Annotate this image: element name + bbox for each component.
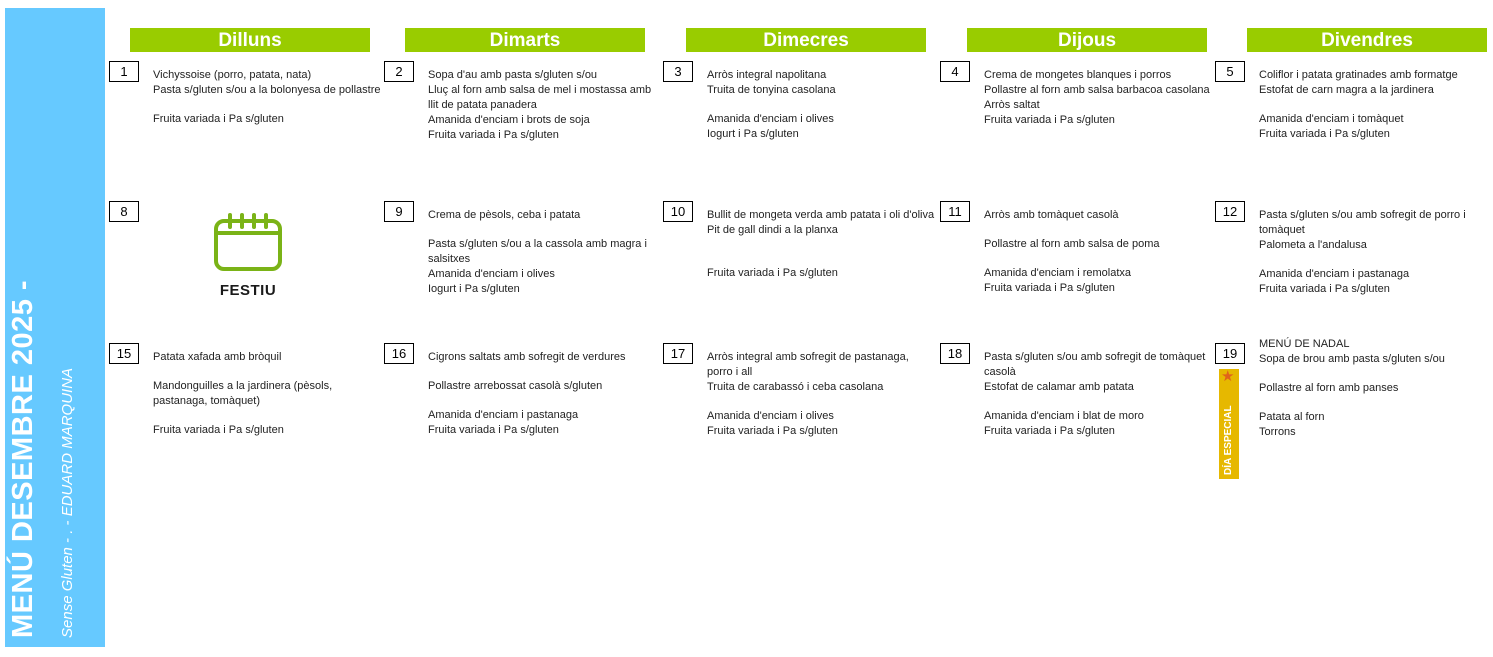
menu-item: Fruita variada i Pa s/gluten bbox=[707, 267, 838, 279]
menu-item: Fruita variada i Pa s/gluten bbox=[428, 129, 559, 141]
menu-item: Mandonguilles a la jardinera (pèsols, pastanaga, tomàquet) bbox=[153, 380, 336, 407]
star-icon: ★ bbox=[1221, 368, 1235, 385]
day-number: 8 bbox=[109, 201, 139, 222]
menu-item: Lluç al forn amb salsa de mel i mostassa amb llit de patata panadera bbox=[428, 84, 655, 111]
day-cell bbox=[663, 201, 933, 331]
menu-item: Arròs integral amb sofregit de pastanaga, porro i all bbox=[707, 351, 912, 378]
menu-item: Fruita variada i Pa s/gluten bbox=[1259, 283, 1390, 295]
item-spacer bbox=[984, 223, 1212, 237]
menu-item: Iogurt i Pa s/gluten bbox=[707, 128, 799, 140]
item-spacer bbox=[428, 365, 656, 379]
day-cell bbox=[384, 343, 654, 473]
day-cell bbox=[384, 61, 654, 191]
menu-title: MENÚ DESEMBRE 2025 - bbox=[7, 279, 39, 638]
menu-item: Arròs saltat bbox=[984, 99, 1040, 111]
day-header-dijous: Dijous bbox=[967, 28, 1207, 52]
holiday-label: FESTIU bbox=[219, 282, 277, 299]
menu-item: Fruita variada i Pa s/gluten bbox=[153, 113, 284, 125]
menu-item: Bullit de mongeta verda amb patata i oli d'oliva bbox=[707, 209, 935, 221]
menu-items bbox=[984, 68, 1212, 128]
day-cell bbox=[663, 343, 933, 473]
day-cell bbox=[1215, 201, 1485, 331]
day-number: 18 bbox=[940, 343, 970, 364]
day-number: 2 bbox=[384, 61, 414, 82]
menu-item: Estofat de calamar amb patata bbox=[984, 381, 1134, 393]
menu-item: Sopa de brou amb pasta s/gluten s/ou bbox=[1259, 353, 1445, 365]
menu-item: Pasta s/gluten s/ou amb sofregit de porro i tomàquet bbox=[1259, 209, 1469, 236]
menu-item: Sopa d'au amb pasta s/gluten s/ou bbox=[428, 69, 598, 81]
menu-item: Fruita variada i Pa s/gluten bbox=[984, 114, 1115, 126]
day-number: 11 bbox=[940, 201, 970, 222]
day-cell bbox=[940, 61, 1210, 191]
menu-item: Fruita variada i Pa s/gluten bbox=[428, 424, 559, 436]
menu-item: Pollastre arrebossat casolà s/gluten bbox=[428, 380, 603, 392]
menu-item: Palometa a l'andalusa bbox=[1259, 239, 1367, 251]
day-number: 9 bbox=[384, 201, 414, 222]
menu-item: Truita de tonyina casolana bbox=[707, 84, 836, 96]
menu-item: Amanida d'enciam i remolatxa bbox=[984, 267, 1132, 279]
menu-items bbox=[707, 208, 935, 281]
menu-items bbox=[153, 350, 381, 438]
menu-item: Fruita variada i Pa s/gluten bbox=[1259, 128, 1390, 140]
menu-item: Fruita variada i Pa s/gluten bbox=[153, 424, 284, 436]
menu-item: MENÚ DE NADAL bbox=[1259, 338, 1350, 350]
menu-items bbox=[153, 68, 381, 127]
menu-item: Pasta s/gluten s/ou a la cassola amb magra i salsitxes bbox=[428, 238, 650, 265]
item-spacer bbox=[1259, 396, 1487, 410]
day-cell bbox=[1215, 61, 1485, 191]
day-cell bbox=[1215, 338, 1485, 473]
menu-item: Amanida d'enciam i tomàquet bbox=[1259, 113, 1404, 125]
menu-item: Fruita variada i Pa s/gluten bbox=[707, 425, 838, 437]
menu-item: Iogurt i Pa s/gluten bbox=[428, 283, 520, 295]
menu-item: Arròs amb tomàquet casolà bbox=[984, 209, 1119, 221]
day-cell bbox=[663, 61, 933, 191]
special-day-badge bbox=[1219, 369, 1239, 479]
item-spacer bbox=[153, 409, 381, 423]
item-spacer bbox=[153, 98, 381, 112]
day-cell bbox=[109, 61, 379, 191]
item-spacer bbox=[707, 98, 935, 112]
menu-item: Amanida d'enciam i olives bbox=[707, 410, 834, 422]
day-number: 17 bbox=[663, 343, 693, 364]
menu-items bbox=[984, 208, 1212, 296]
menu-item: Patata xafada amb bròquil bbox=[153, 351, 282, 363]
menu-items bbox=[428, 350, 656, 438]
item-spacer bbox=[984, 395, 1212, 409]
day-number: 16 bbox=[384, 343, 414, 364]
day-cell bbox=[384, 201, 654, 331]
day-cell bbox=[940, 201, 1210, 331]
item-spacer bbox=[707, 238, 935, 252]
menu-items bbox=[984, 350, 1212, 439]
menu-item: Fruita variada i Pa s/gluten bbox=[984, 425, 1115, 437]
menu-item: Amanida d'enciam i pastanaga bbox=[1259, 268, 1410, 280]
item-spacer bbox=[984, 252, 1212, 266]
calendar-icon bbox=[212, 211, 284, 273]
menu-item: Pasta s/gluten s/ou amb sofregit de tomàquet casolà bbox=[984, 351, 1209, 378]
day-number: 15 bbox=[109, 343, 139, 364]
menu-item: Vichyssoise (porro, patata, nata) bbox=[153, 69, 312, 81]
day-number: 1 bbox=[109, 61, 139, 82]
item-spacer bbox=[1259, 367, 1487, 381]
day-number: 3 bbox=[663, 61, 693, 82]
menu-item: Pollastre al forn amb salsa barbacoa casolana bbox=[984, 84, 1210, 96]
menu-item: Amanida d'enciam i olives bbox=[428, 268, 555, 280]
menu-item: Pollastre al forn amb salsa de poma bbox=[984, 238, 1160, 250]
day-cell bbox=[109, 343, 379, 473]
special-day-label: DÍA ESPECIAL bbox=[1223, 405, 1234, 475]
menu-item: Estofat de carn magra a la jardinera bbox=[1259, 84, 1434, 96]
menu-item: Pasta s/gluten s/ou a la bolonyesa de pollastre bbox=[153, 84, 381, 96]
menu-item: Torrons bbox=[1259, 426, 1296, 438]
item-spacer bbox=[1259, 98, 1487, 112]
day-number: 10 bbox=[663, 201, 693, 222]
day-number: 12 bbox=[1215, 201, 1245, 222]
day-number: 19 bbox=[1215, 343, 1245, 364]
menu-items bbox=[1259, 208, 1487, 297]
day-header-dilluns: Dilluns bbox=[130, 28, 370, 52]
menu-item: Coliflor i patata gratinades amb formatge bbox=[1259, 69, 1458, 81]
day-header-dimecres: Dimecres bbox=[686, 28, 926, 52]
item-spacer bbox=[1259, 253, 1487, 267]
item-spacer bbox=[707, 252, 935, 266]
menu-item: Pit de gall dindi a la planxa bbox=[707, 224, 838, 236]
menu-item: Truita de carabassó i ceba casolana bbox=[707, 381, 884, 393]
menu-subtitle: Sense Gluten - . - EDUARD MARQUINA bbox=[59, 367, 76, 638]
menu-item: Amanida d'enciam i blat de moro bbox=[984, 410, 1144, 422]
menu-items bbox=[1259, 337, 1487, 440]
menu-item: Cigrons saltats amb sofregit de verdures bbox=[428, 351, 626, 363]
menu-item: Amanida d'enciam i olives bbox=[707, 113, 834, 125]
menu-item: Crema de pèsols, ceba i patata bbox=[428, 209, 581, 221]
item-spacer bbox=[428, 223, 656, 237]
day-cell bbox=[940, 343, 1210, 473]
menu-items bbox=[707, 68, 935, 142]
day-header-divendres: Divendres bbox=[1247, 28, 1487, 52]
menu-item: Crema de mongetes blanques i porros bbox=[984, 69, 1172, 81]
item-spacer bbox=[707, 395, 935, 409]
menu-items bbox=[707, 350, 935, 439]
menu-items bbox=[428, 68, 656, 143]
menu-item: Patata al forn bbox=[1259, 411, 1325, 423]
menu-item: Amanida d'enciam i pastanaga bbox=[428, 409, 579, 421]
item-spacer bbox=[428, 394, 656, 408]
menu-items bbox=[428, 208, 656, 297]
day-cell bbox=[109, 201, 379, 331]
menu-item: Pollastre al forn amb panses bbox=[1259, 382, 1399, 394]
holiday-badge bbox=[207, 211, 289, 303]
menu-item: Amanida d'enciam i brots de soja bbox=[428, 114, 590, 126]
menu-item: Arròs integral napolitana bbox=[707, 69, 827, 81]
menu-item: Fruita variada i Pa s/gluten bbox=[984, 282, 1115, 294]
menu-items bbox=[1259, 68, 1487, 142]
day-header-dimarts: Dimarts bbox=[405, 28, 645, 52]
day-number: 4 bbox=[940, 61, 970, 82]
day-number: 5 bbox=[1215, 61, 1245, 82]
item-spacer bbox=[153, 365, 381, 379]
